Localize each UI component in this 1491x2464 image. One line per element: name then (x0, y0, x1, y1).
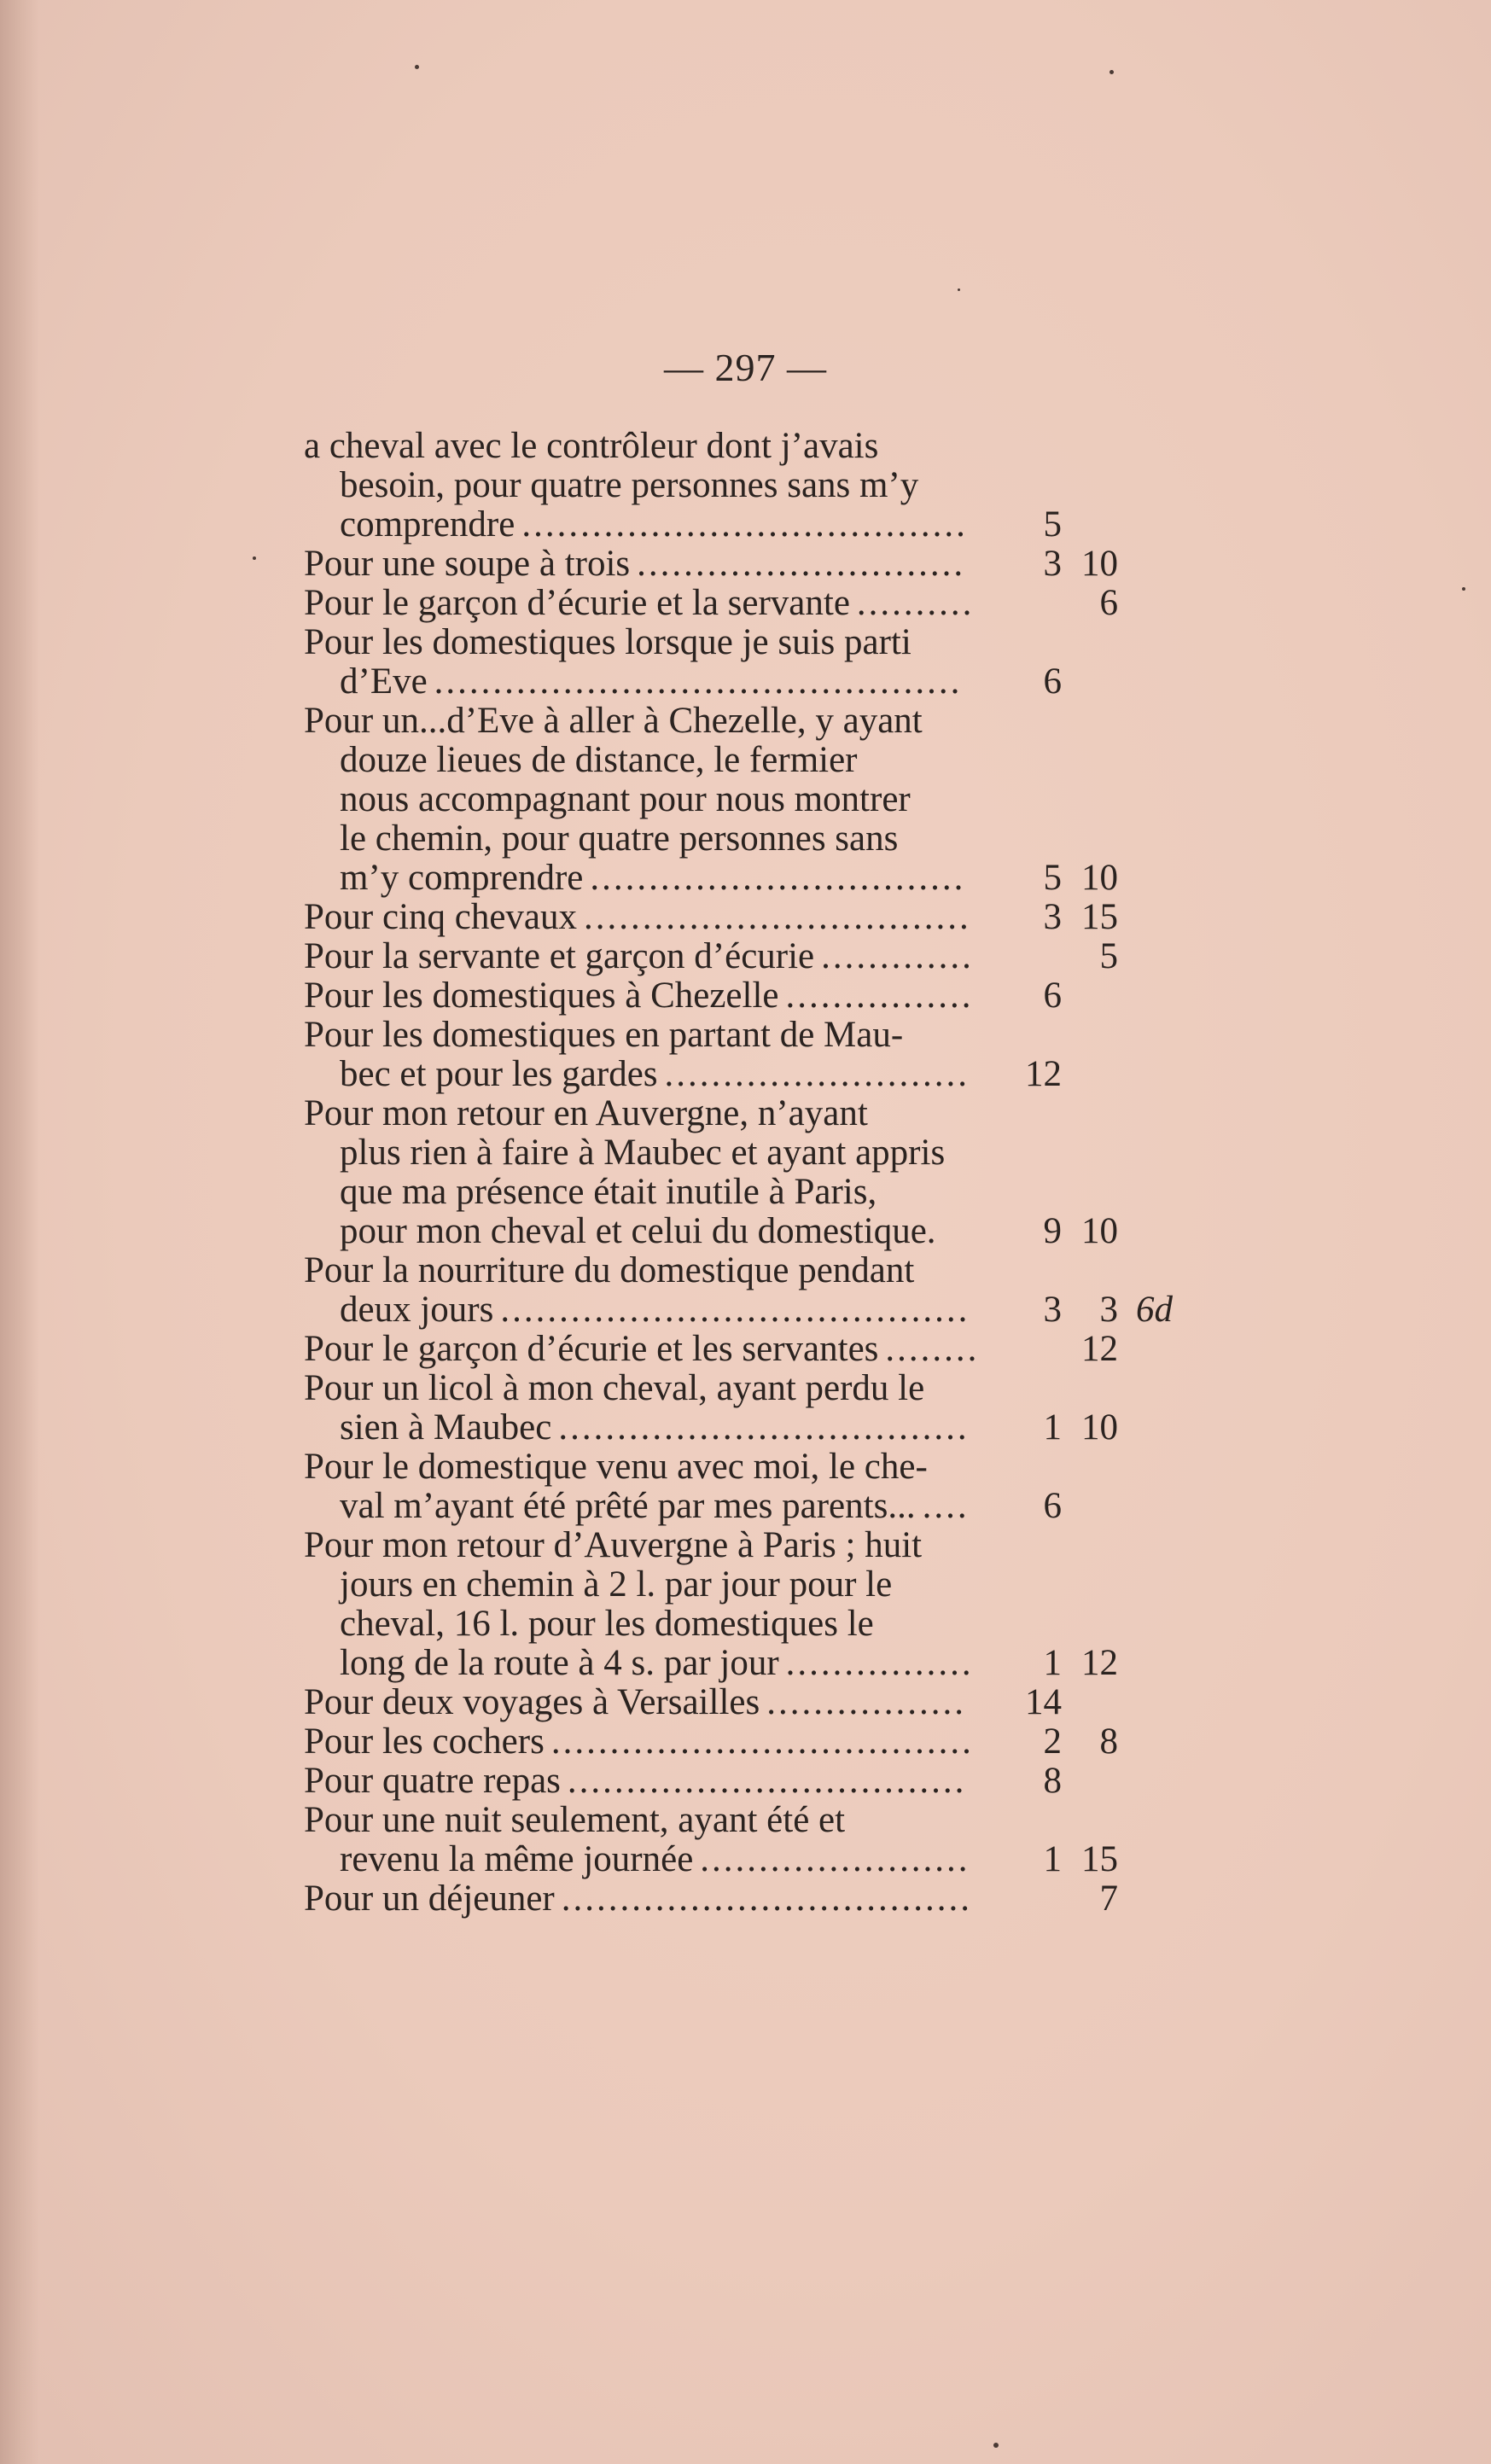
entry-text: bec et pour les gardes (340, 1054, 658, 1094)
amount-sols: 10 (1081, 1407, 1118, 1448)
amount-sols: 15 (1081, 1839, 1118, 1879)
entry-text: pour mon cheval et celui du domestique. (340, 1211, 936, 1251)
amount-sols: 5 (1099, 936, 1118, 976)
entry-text: jours en chemin à 2 l. par jour pour le (340, 1564, 893, 1605)
entry-text: douze lieues de distance, le fermier (340, 740, 858, 780)
entry-text: Pour cinq chevaux (304, 897, 578, 937)
amount-sols: 15 (1081, 897, 1118, 937)
entry-text: cheval, 16 l. pour les domestiques le (340, 1604, 874, 1644)
amount-sols: 7 (1099, 1879, 1118, 1919)
entry-line (340, 1407, 973, 1448)
dot-leader: ................................... (561, 1879, 973, 1919)
amount-sols: 10 (1081, 544, 1118, 584)
entry-text: plus rien à faire à Maubec et ayant appris (340, 1133, 946, 1173)
entry-text: deux jours (340, 1290, 494, 1330)
amount-livres: 1 (1043, 1839, 1062, 1879)
entry-text: long de la route à 4 s. par jour (340, 1643, 779, 1683)
entry-text: Pour les cochers (304, 1721, 545, 1762)
amount-livres: 6 (1043, 661, 1062, 702)
paper-speck (1110, 70, 1114, 74)
entry-text: besoin, pour quatre personnes sans m’y (340, 465, 919, 505)
dot-leader: ................................... (558, 1407, 970, 1448)
amount-deniers: 6d (1136, 1290, 1173, 1330)
entry-text: Pour la servante et garçon d’écurie (304, 936, 815, 976)
page-number: — 297 — (664, 346, 827, 389)
dot-leader: .................................... (550, 1721, 974, 1762)
entry-text: Pour un licol à mon cheval, ayant perdu le (304, 1368, 925, 1408)
paper-speck (415, 65, 419, 69)
dot-leader: ........................................ (500, 1290, 970, 1330)
entry-text: d’Eve (340, 661, 428, 702)
entry-text: revenu la même journée (340, 1839, 694, 1879)
entry-text: m’y comprendre (340, 858, 584, 898)
entry-line (340, 1486, 973, 1527)
entry-line (304, 544, 973, 585)
dot-leader: ................ (785, 976, 974, 1016)
entry-text: Pour le garçon d’écurie et la servante (304, 583, 850, 623)
dot-leader: ............................ (637, 544, 966, 584)
dot-leader: .......... (856, 583, 975, 623)
entry-text: comprendre (340, 504, 515, 545)
entry-line (340, 1643, 973, 1684)
entry-text: Pour quatre repas (304, 1761, 561, 1801)
dot-leader: ................................. (584, 897, 971, 937)
dot-leader: .... (922, 1486, 970, 1526)
entry-line (304, 1879, 973, 1919)
entry-text: a cheval avec le contrôleur dont j’avais (304, 426, 879, 466)
entry-line (340, 858, 973, 899)
dot-leader: ...................................... (521, 504, 968, 545)
amount-livres: 3 (1043, 544, 1062, 584)
dot-leader: .................................. (567, 1761, 967, 1801)
amount-livres: 14 (1025, 1682, 1062, 1722)
amount-livres: 3 (1043, 1290, 1062, 1330)
entry-line (304, 1682, 973, 1723)
dot-leader: ................................ (590, 858, 966, 898)
dot-leader: ........ (885, 1329, 980, 1369)
entry-text: Pour une nuit seulement, ayant été et (304, 1800, 846, 1840)
amount-sols: 3 (1099, 1290, 1118, 1330)
entry-line (340, 661, 973, 702)
entry-line (304, 897, 973, 938)
entry-line (304, 583, 973, 624)
dot-leader: ............................................. (434, 661, 963, 702)
entry-line (304, 976, 973, 1016)
paper-speck (1462, 587, 1465, 591)
amount-livres: 1 (1043, 1407, 1062, 1448)
dot-leader: ............. (821, 936, 974, 976)
amount-sols: 12 (1081, 1643, 1118, 1683)
entry-line (340, 504, 973, 545)
amount-sols: 10 (1081, 1211, 1118, 1251)
amount-livres: 3 (1043, 897, 1062, 937)
amount-sols: 10 (1081, 858, 1118, 898)
dot-leader: ....................... (700, 1839, 970, 1879)
amount-livres: 1 (1043, 1643, 1062, 1683)
entry-line (304, 1721, 973, 1762)
entry-text: Pour un...d’Eve à aller à Chezelle, y ayant (304, 701, 923, 741)
entry-line (340, 1290, 973, 1331)
entry-line (304, 1329, 980, 1370)
amount-livres: 5 (1043, 858, 1062, 898)
amount-livres: 8 (1043, 1761, 1062, 1801)
amount-sols: 6 (1099, 583, 1118, 623)
dot-leader: ................. (766, 1682, 966, 1722)
entry-text: Pour les domestiques en partant de Mau- (304, 1015, 904, 1055)
entry-text: Pour la nourriture du domestique pendant (304, 1250, 915, 1290)
paper-speck (993, 2443, 999, 2448)
entry-text: Pour le garçon d’écurie et les servantes (304, 1329, 879, 1369)
entry-line (340, 1054, 973, 1095)
entry-text: Pour mon retour d’Auvergne à Paris ; huit (304, 1525, 923, 1565)
entry-line (304, 1761, 973, 1802)
entry-line (340, 1839, 973, 1880)
amount-livres: 5 (1043, 504, 1062, 545)
entry-text: Pour les domestiques lorsque je suis parti (304, 622, 911, 662)
amount-livres: 9 (1043, 1211, 1062, 1251)
entry-text: Pour un déjeuner (304, 1879, 555, 1919)
amount-livres: 6 (1043, 1486, 1062, 1526)
entry-text: sien à Maubec (340, 1407, 552, 1448)
amount-livres: 12 (1025, 1054, 1062, 1094)
entry-text: Pour une soupe à trois (304, 544, 631, 584)
paper-speck (253, 556, 256, 560)
entry-text: nous accompagnant pour nous montrer (340, 779, 911, 819)
amount-livres: 2 (1043, 1721, 1062, 1762)
entry-line (304, 936, 973, 977)
paper-speck (958, 288, 960, 291)
entry-text: Pour mon retour en Auvergne, n’ayant (304, 1093, 868, 1133)
entry-text: Pour les domestiques à Chezelle (304, 976, 779, 1016)
amount-livres: 6 (1043, 976, 1062, 1016)
entry-text: val m’ayant été prêté par mes parents... (340, 1486, 916, 1526)
dot-leader: ................ (785, 1643, 974, 1683)
entry-text: que ma présence était inutile à Paris, (340, 1172, 877, 1212)
entry-text: Pour le domestique venu avec moi, le che- (304, 1447, 928, 1487)
amount-sols: 12 (1081, 1329, 1118, 1369)
dot-leader: .......................... (664, 1054, 970, 1094)
entry-text: Pour deux voyages à Versailles (304, 1682, 760, 1722)
entry-text: le chemin, pour quatre personnes sans (340, 818, 899, 859)
amount-sols: 8 (1099, 1721, 1118, 1762)
